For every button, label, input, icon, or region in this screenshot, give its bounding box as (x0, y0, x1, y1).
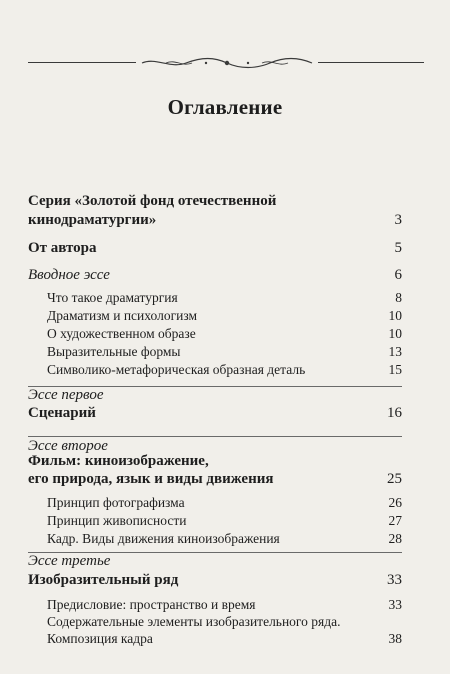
toc-entry-text: Эссе третье (28, 553, 111, 569)
toc-entry-text: Эссе второе (28, 438, 108, 454)
toc-entry-text: Эссе первое (28, 387, 104, 403)
toc-entry-page: 3 (394, 212, 402, 228)
toc-entry-text: Композиция кадра (47, 631, 153, 646)
toc-entry-text: О художественном образе (47, 326, 196, 341)
toc-entry-page: 10 (388, 308, 402, 323)
toc-entry-page: 6 (394, 267, 402, 283)
toc-entry-page: 26 (388, 495, 402, 510)
toc-entry-text: Фильм: киноизображение, (28, 453, 209, 469)
toc-entry-page: 8 (395, 290, 402, 305)
toc-entry-text: его природа, язык и виды движения (28, 471, 274, 487)
toc-entry-text: кинодраматургии» (28, 212, 157, 228)
toc-entry-text: Что такое драматургия (47, 290, 178, 305)
toc-entry-page: 38 (388, 631, 402, 646)
toc-entry-page: 16 (387, 405, 402, 421)
page-title: Оглавление (167, 95, 283, 119)
toc-entry-text: Выразительные формы (47, 344, 181, 359)
ornament-icon (136, 54, 318, 72)
toc-entry-text: Сценарий (28, 405, 96, 421)
toc-entry-text: От автора (28, 240, 97, 256)
toc-entry-text: Кадр. Виды движения киноизображения (47, 531, 280, 546)
toc-entry-page: 33 (388, 597, 402, 612)
toc-entry-page: 27 (388, 513, 402, 528)
toc-entry-text: Серия «Золотой фонд отечественной (28, 193, 277, 209)
toc-entry-page: 13 (388, 344, 402, 359)
toc-entry-page: 33 (387, 572, 402, 588)
header-rule-right (318, 62, 424, 63)
toc-entry-page: 5 (394, 240, 402, 256)
toc-entry-page: 28 (388, 531, 402, 546)
toc-entry-text: Вводное эссе (28, 267, 110, 283)
toc-entry-text: Содержательные элементы изобразительного ряда. (47, 614, 341, 629)
toc-entry-text: Символико-метафорическая образная деталь (47, 362, 306, 377)
toc-entry-page: 10 (388, 326, 402, 341)
toc-entry-text: Драматизм и психологизм (47, 308, 198, 323)
toc-entry-text: Предисловие: пространство и время (47, 597, 256, 612)
toc-entry-page: 25 (387, 471, 402, 487)
section-divider (28, 436, 402, 437)
toc-entry-text: Изобразительный ряд (28, 572, 179, 588)
toc-entry-page: 15 (388, 362, 402, 377)
toc-entry-text: Принцип фотографизма (47, 495, 185, 510)
toc-entry-text: Принцип живописности (47, 513, 187, 528)
header-rule-left (28, 62, 136, 63)
